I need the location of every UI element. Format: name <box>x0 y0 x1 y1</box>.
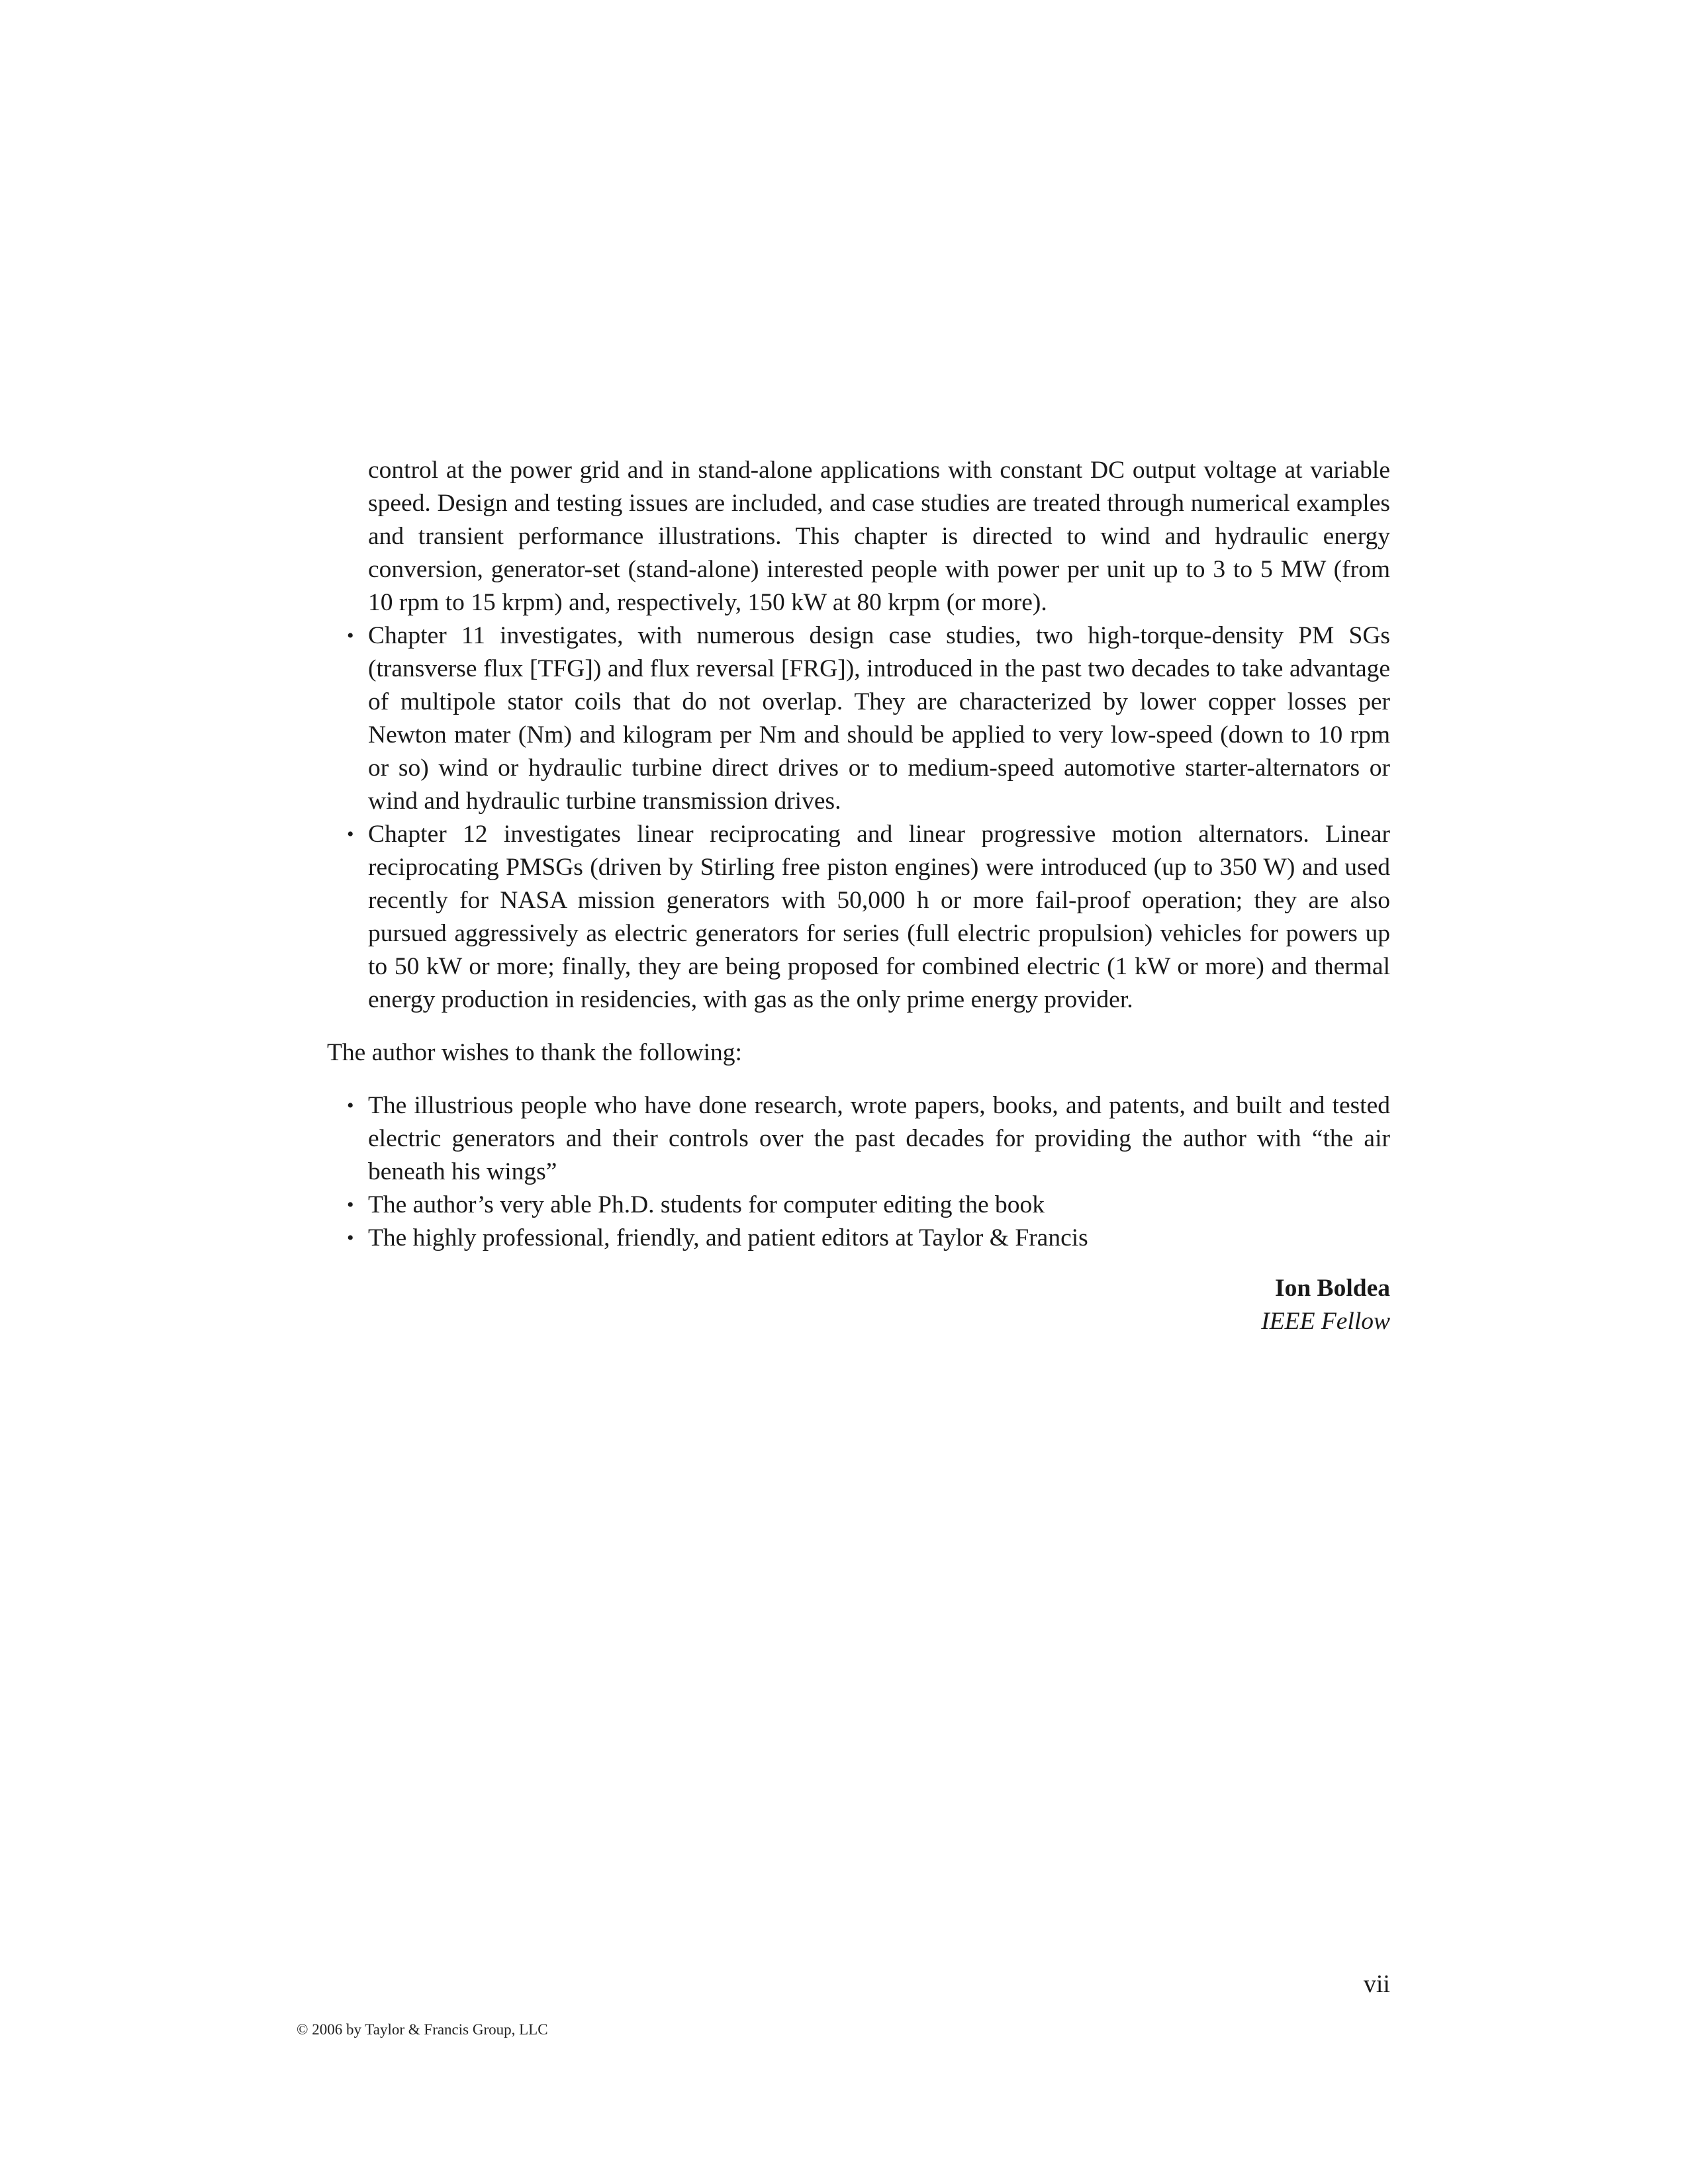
signature <box>327 1272 1390 1338</box>
bullet-icon: • <box>347 1095 354 1116</box>
list-item <box>347 619 1390 818</box>
bullet-icon: • <box>347 823 354 845</box>
list-item-text: The author’s very able Ph.D. students for computer editing the book <box>368 1191 1045 1218</box>
bullet-icon: • <box>347 625 354 647</box>
list-item-text: control at the power grid and in stand-alone applications with constant DC output voltage at variable speed. Design and testing issues are included, and case studies are treated through numerical examples and transient performance illustrations. This chapter is directed to wind and hydraulic energy conversion, generator-set (stand-alone) interested people with power per unit up to 3 to 5 MW (from 10 rpm to 15 krpm) and, respectively, 150 kW at 80 krpm (or more). <box>368 457 1390 616</box>
author-name: Ion Boldea <box>1274 1275 1390 1302</box>
chapter-list <box>327 454 1390 1017</box>
bullet-icon: • <box>347 1194 354 1216</box>
thanks-list <box>327 1089 1390 1255</box>
page-number: vii <box>1363 1970 1390 1998</box>
list-item-text: The illustrious people who have done research, wrote papers, books, and patents, and built and tested electric generators and their controls over the past decades for providing the author with “the air beneath his wings” <box>368 1092 1390 1185</box>
thanks-intro: The author wishes to thank the following: <box>327 1039 742 1066</box>
list-item <box>347 1222 1390 1255</box>
list-item <box>347 1089 1390 1189</box>
list-item <box>368 454 1390 619</box>
page-body <box>327 454 1390 1338</box>
copyright-notice: © 2006 by Taylor & Francis Group, LLC <box>297 2021 548 2038</box>
bullet-icon: • <box>347 1227 354 1249</box>
list-item <box>347 818 1390 1017</box>
list-item <box>347 1189 1390 1222</box>
author-title: IEEE Fellow <box>1261 1308 1390 1335</box>
list-item-text: Chapter 11 investigates, with numerous design case studies, two high-torque-density PM SGs (transverse flux [TFG]) and flux reversal [FRG]), introduced in the past two decades to take advantage of multipole stator coils that do not overlap. They are characterized by lower copper losses per Newton mater (Nm) and kilogram per Nm and should be applied to very low-speed (down to 10 rpm or so) wind or hydraulic turbine direct drives or to medium-speed automotive starter-alternators or wind and hydraulic turbine transmission drives. <box>368 622 1390 815</box>
list-item-text: Chapter 12 investigates linear reciprocating and linear progressive motion alternators. Linear reciprocating PMSGs (driven by Stirling free piston engines) were introduced (up to 350 W) and used recently for NASA mission generators with 50,000 h or more fail-proof operation; they are also pursued aggressively as electric generators for series (full electric propulsion) vehicles for powers up to 50 kW or more; finally, they are being proposed for combined electric (1 kW or more) and thermal energy production in residencies, with gas as the only prime energy provider. <box>368 821 1390 1013</box>
list-item-text: The highly professional, friendly, and patient editors at Taylor & Francis <box>368 1224 1088 1251</box>
